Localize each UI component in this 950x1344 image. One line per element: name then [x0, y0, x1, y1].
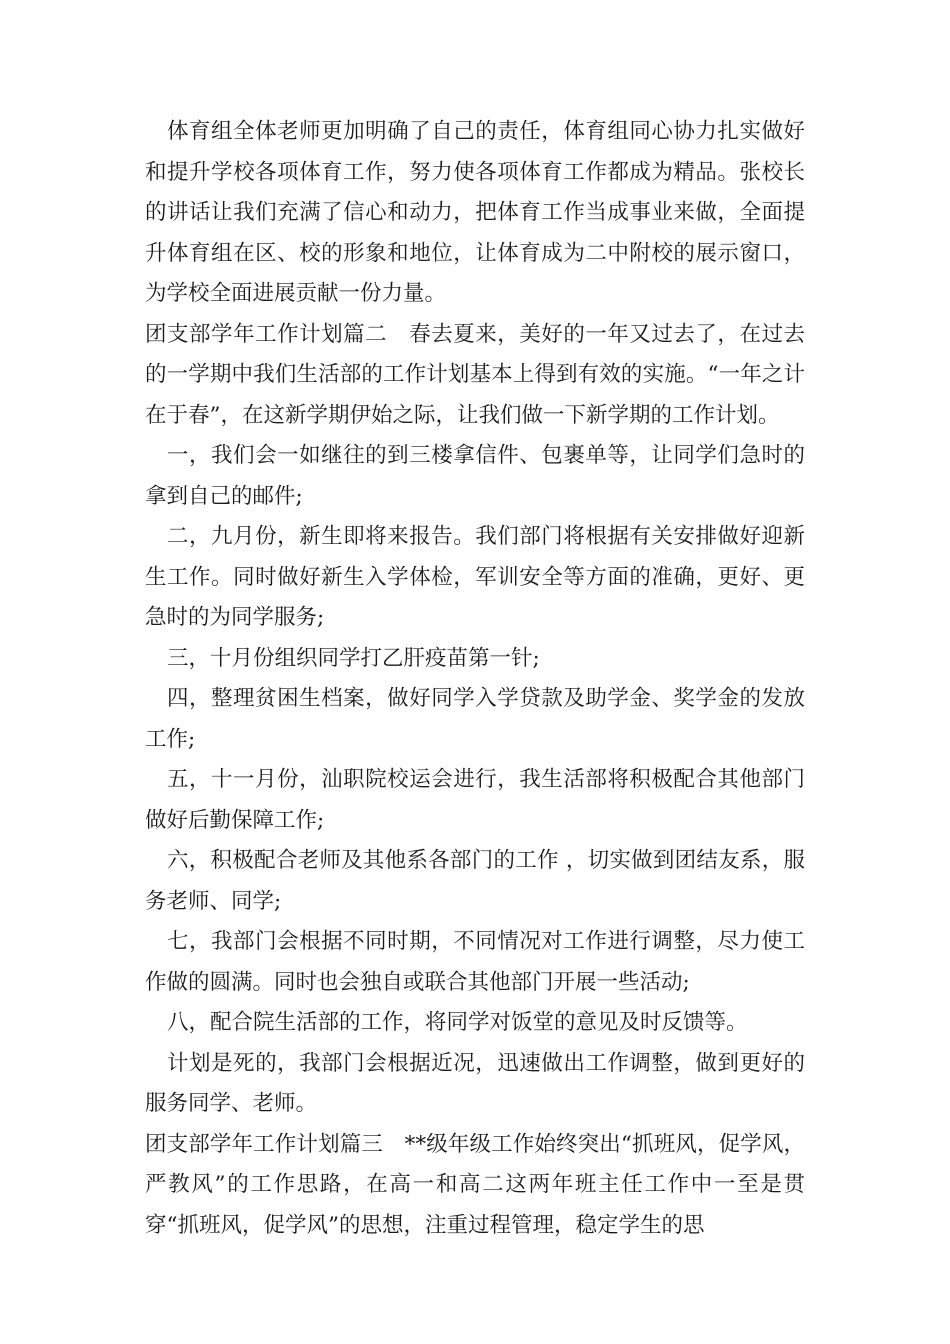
paragraph-plan-three-intro: 团支部学年工作计划篇三 **级年级工作始终突出“抓班风，促学风，严教风”的工作思路，在高一和高二这两年班主任工作中一至是贯穿“抓班风，促学风”的思想，注重过程管理，稳定学生的思 [145, 1131, 805, 1238]
paragraph-item-7: 七，我部门会根据不同时期，不同情况对工作进行调整，尽力使工作做的圆满。同时也会独自或联合其他部门开展一些活动; [145, 929, 805, 995]
paragraph-item-3: 三，十月份组织同学打乙肝疫苗第一针; [167, 645, 540, 671]
paragraph-item-1: 一，我们会一如继往的到三楼拿信件、包裹单等，让同学们急时的拿到自己的邮件; [145, 443, 805, 509]
paragraph-item-2: 二，九月份，新生即将来报告。我们部门将根据有关安排做好迎新生工作。同时做好新生入学体检，军训安全等方面的准确，更好、更急时的为同学服务; [145, 524, 805, 630]
paragraph-item-4: 四，整理贫困生档案，做好同学入学贷款及助学金、奖学金的发放工作; [145, 686, 805, 752]
paragraph-plan-conclusion: 计划是死的，我部门会根据近况，迅速做出工作调整，做到更好的服务同学、老师。 [145, 1050, 805, 1116]
paragraph-pe-group: 体育组全体老师更加明确了自己的责任，体育组同心协力扎实做好和提升学校各项体育工作，努力使各项体育工作都成为精品。张校长的讲话让我们充满了信心和动力，把体育工作当成事业来做，全面提升体育组在区、校的形象和地位，让体育成为二中附校的展示窗口，为学校全面进展贡献一份力量。 [145, 119, 805, 306]
paragraph-item-8: 八，配合院生活部的工作，将同学对饭堂的意见及时反馈等。 [167, 1010, 748, 1035]
paragraph-item-6: 六，积极配合老师及其他系各部门的工作 ，切实做到团结友系，服务老师、同学; [145, 848, 805, 914]
document-body [145, 112, 805, 1246]
paragraph-plan-two-intro: 团支部学年工作计划篇二 春去夏来，美好的一年又过去了，在过去的一学期中我们生活部的工作计划基本上得到有效的实施。“一年之计在于春”，在这新学期伊始之际，让我们做一下新学期的工作计划。 [145, 321, 805, 428]
paragraph-item-5: 五，十一月份，汕职院校运会进行，我生活部将积极配合其他部门做好后勤保障工作; [145, 767, 805, 833]
